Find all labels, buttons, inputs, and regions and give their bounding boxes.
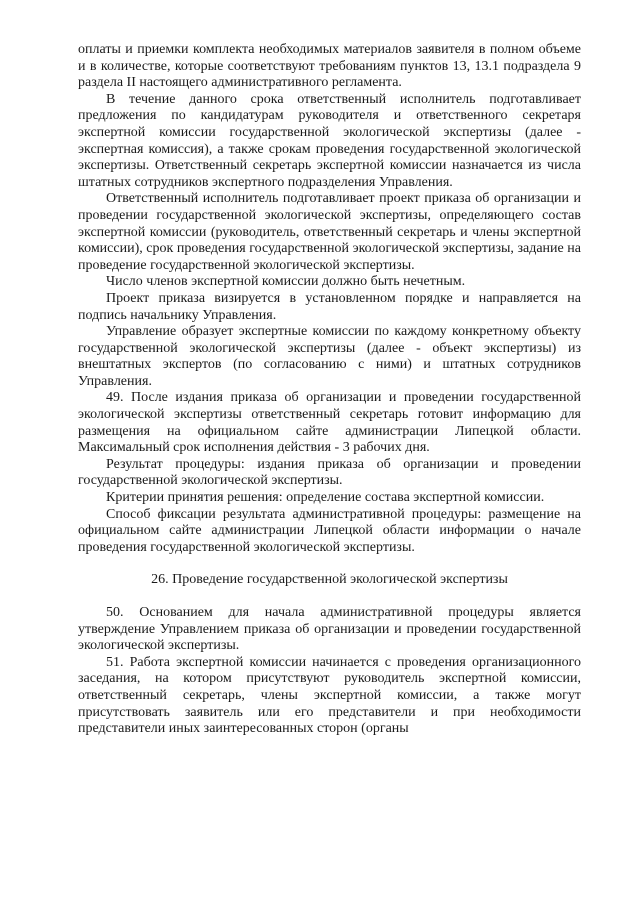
paragraph: 50. Основанием для начала административной процедуры является утверждение Управлением приказа об организации и проведении государственной экологической экспертизы. xyxy=(78,605,581,654)
paragraph: Способ фиксации результата административной процедуры: размещение на официальном сайте администрации Липецкой области информации о начале проведения государственной экологической экспертизы. xyxy=(78,506,581,555)
paragraph: Ответственный исполнитель подготавливает проект приказа об организации и проведении государственной экологической экспертизы, определяющего состав экспертной комиссии (руководитель, ответственный секретарь и члены экспертной комиссии), срок проведения государственной экологической экспертизы, задание на проведение государственной экологической экспертизы. xyxy=(78,191,581,273)
document-page xyxy=(78,42,581,738)
paragraph: Число членов экспертной комиссии должно быть нечетным. xyxy=(106,274,466,290)
paragraph: Проект приказа визируется в установленном порядке и направляется на подпись начальнику Управления. xyxy=(78,290,581,323)
paragraph: 51. Работа экспертной комиссии начинается с проведения организационного заседания, на котором присутствуют руководитель экспертной комиссии, ответственный секретарь, члены экспертной комиссии, а также могут присутствовать заявитель или его представители и при необходимости представители иных заинтересованных сторон (органы xyxy=(78,654,581,737)
paragraph: Критерии принятия решения: определение состава экспертной комиссии. xyxy=(106,490,545,506)
paragraph: Управление образует экспертные комиссии по каждому конкретному объекту государственной экологической экспертизы (далее - объект экспертизы) из внештатных экспертов (по согласованию с ними) и штатных сотрудников Управления. xyxy=(78,324,581,389)
paragraph: оплаты и приемки комплекта необходимых материалов заявителя в полном объеме и в количестве, которые соответствуют требованиям пунктов 13, 13.1 подраздела 9 раздела II настоящего административного регламента. xyxy=(78,42,581,91)
paragraph: В течение данного срока ответственный исполнитель подготавливает предложения по кандидатурам руководителя и ответственного секретаря экспертной комиссии государственной экологической экспертизы (далее - экспертная комиссия), а также срокам проведения государственной экологической экспертизы. Ответственный секретарь экспертной комиссии назначается из числа штатных сотрудников экспертного подразделения Управления. xyxy=(78,91,581,190)
paragraph: 49. После издания приказа об организации и проведении государственной экологической экспертизы ответственный секретарь готовит информацию для размещения на официальном сайте администрации Липецкой области. Максимальный срок исполнения действия - 3 рабочих дня. xyxy=(78,390,581,456)
paragraph: Результат процедуры: издания приказа об организации и проведении государственной экологической экспертизы. xyxy=(78,456,581,489)
section-heading: 26. Проведение государственной экологической экспертизы xyxy=(151,572,508,588)
